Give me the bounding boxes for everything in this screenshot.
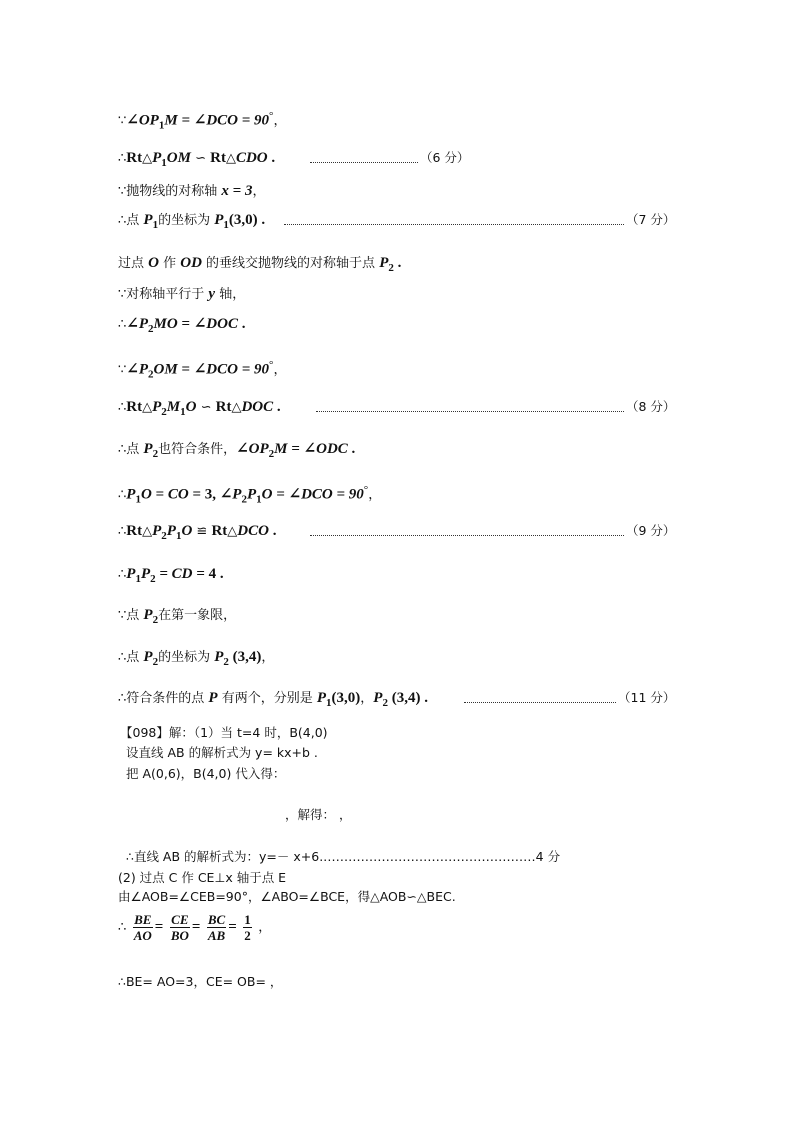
score-6: （6 分） <box>420 150 470 165</box>
math-segment: 1 <box>175 529 182 542</box>
math-segment: O = CO = <box>140 486 205 503</box>
math-segment: △ <box>142 524 153 539</box>
problem-098-header: 【098】解：（1）当 t=4 时，B(4,0) <box>120 725 328 740</box>
math-segment: O <box>148 255 159 271</box>
dot-leader <box>284 224 624 225</box>
line-axis-of-symmetry <box>118 182 265 201</box>
line-angle-p2om <box>118 356 286 383</box>
math-segment: 1 <box>256 493 262 506</box>
math-segment: . <box>420 690 428 706</box>
math-segment: P <box>152 523 162 539</box>
math-segment: ∵ <box>118 362 127 378</box>
math-segment: 轴， <box>215 287 246 302</box>
math-segment: P <box>143 212 153 228</box>
line-part2-construct: (2) 过点 C 作 CE⊥x 轴于点 E <box>118 870 287 885</box>
math-segment: ∴ <box>118 487 127 503</box>
score-8: （8 分） <box>626 399 676 414</box>
math-segment: Rt <box>126 150 143 166</box>
line-similar-triangles-2 <box>118 398 281 421</box>
math-segment: 1 <box>135 493 141 506</box>
score-11: （11 分） <box>618 690 676 705</box>
math-segment: ∠P <box>126 316 149 332</box>
math-segment: 1 <box>135 572 141 585</box>
math-segment: 2 <box>241 493 247 506</box>
math-segment: ≌ <box>192 524 212 539</box>
fraction-ce-bo: $\frac{CE}{BO}$ <box>170 911 189 943</box>
math-segment: 的坐标为 <box>158 213 215 228</box>
math-segment: ∴符合条件的点 <box>118 691 209 706</box>
math-segment: 2 <box>161 529 167 542</box>
math-segment: ∴点 <box>118 442 144 457</box>
math-segment: ， <box>252 184 266 199</box>
math-segment: O <box>181 523 193 539</box>
math-segment: 1 <box>326 696 332 709</box>
math-segment: 1 <box>152 218 159 231</box>
math-segment: ∵对称轴平行于 <box>118 287 209 302</box>
math-segment: 2 <box>150 572 156 585</box>
math-segment: OM = ∠DCO = 90 <box>153 361 270 378</box>
math-segment: P <box>152 399 162 415</box>
math-segment: P <box>140 566 151 582</box>
math-segment: ∴ <box>118 317 127 332</box>
math-segment: . <box>393 255 402 271</box>
line-congruent-triangles <box>118 522 276 545</box>
math-segment: △ <box>227 524 238 539</box>
math-segment: △ <box>225 151 236 166</box>
math-segment: P <box>152 150 162 166</box>
line-angle-equal-90 <box>118 107 286 134</box>
math-segment: P <box>126 486 136 503</box>
math-segment: P <box>166 523 176 539</box>
math-segment: P <box>208 690 218 706</box>
math-segment: 2 <box>161 405 167 418</box>
math-segment: Rt <box>215 399 232 415</box>
math-segment: 2 <box>382 696 388 709</box>
math-segment: ∠P <box>126 361 149 378</box>
score-7: （7 分） <box>626 212 676 227</box>
math-segment: 1 <box>180 405 186 418</box>
math-segment: 2 <box>152 613 159 626</box>
math-segment: P <box>373 690 383 706</box>
math-segment: Rt <box>211 523 228 539</box>
line-set-line-ab: 设直线 AB 的解析式为 y= kx+b . <box>126 745 318 760</box>
math-segment: 1 <box>158 119 165 132</box>
math-segment: . <box>257 212 266 228</box>
line-angle-p2mo <box>118 315 245 338</box>
line-ab-expression: ∴直线 AB 的解析式为：y=－ x+6.……………………………………………4 分 <box>126 849 561 864</box>
math-segment: . <box>267 150 276 166</box>
math-segment: CDO <box>235 150 268 166</box>
line-perpendicular <box>118 254 401 277</box>
math-segment: 2 <box>388 261 394 274</box>
math-segment: ° <box>269 110 274 122</box>
math-segment: ， <box>368 487 382 503</box>
math-segment: . <box>216 566 224 582</box>
math-segment: = CD = <box>155 566 209 582</box>
math-segment: 2 <box>268 447 275 460</box>
math-segment: ， <box>273 113 287 129</box>
math-segment: ∠OP <box>236 441 269 457</box>
line-be-ce-values: ∴BE= AO=3，CE= OB= ， <box>118 974 283 989</box>
line-similar-triangles-1 <box>118 149 275 172</box>
math-segment: x = 3 <box>221 183 253 199</box>
dot-leader <box>310 162 418 163</box>
line-first-quadrant <box>118 606 236 629</box>
score-9: （9 分） <box>626 523 676 538</box>
math-segment: 有两个，分别是 <box>217 691 317 706</box>
line-p1-coordinates <box>118 211 265 234</box>
math-segment: ° <box>363 484 369 496</box>
dot-leader <box>310 535 624 536</box>
fraction-be-ao: $\frac{BE}{AO}$ <box>133 911 152 943</box>
math-segment: . <box>268 523 277 539</box>
math-segment: . <box>237 316 246 332</box>
line-solve: ，解得： ， <box>285 807 352 822</box>
math-segment: (3,4) <box>228 649 262 665</box>
math-segment: ∴点 <box>118 213 144 228</box>
math-segment: M <box>166 399 181 415</box>
math-segment: ∠P <box>215 486 242 503</box>
math-segment: ， <box>360 691 374 706</box>
math-segment: 4 <box>208 566 217 582</box>
math-segment: P <box>214 212 224 228</box>
line-conclusion <box>118 689 428 712</box>
math-segment: 2 <box>152 655 159 668</box>
dot-leader <box>464 702 616 703</box>
line-p1o-co <box>118 481 381 508</box>
line-ratio-fractions: ∴ $\frac{BE}{AO}$ = $\frac{CE}{BO}$ = $\frac{BC}{AB}$ = $\frac{1}{2}$ ， <box>118 911 272 943</box>
math-segment: OM <box>166 150 191 166</box>
line-p2-coordinates <box>118 648 274 671</box>
math-segment: P <box>316 690 327 706</box>
math-segment: M = ∠DCO = 90 <box>164 112 270 129</box>
line-similar-aob-bec: 由∠AOB=∠CEB=90°，∠ABO=∠BCE，得△AOB∽△BEC. <box>118 889 456 904</box>
math-segment: y <box>208 286 216 302</box>
math-segment: △ <box>142 400 153 415</box>
math-segment: (3,0) <box>331 690 361 706</box>
math-segment: 过点 <box>118 256 149 271</box>
math-segment: 也符合条件， <box>158 442 237 457</box>
math-segment: O <box>185 399 197 415</box>
math-segment: △ <box>142 151 153 166</box>
math-segment: O = ∠DCO = 90 <box>261 486 364 503</box>
math-segment: ∴点 <box>118 650 144 665</box>
math-segment: . <box>347 441 356 457</box>
math-segment: MO = ∠DOC <box>153 316 238 332</box>
math-segment: 2 <box>152 447 159 460</box>
math-segment: ° <box>269 359 274 371</box>
math-segment: P <box>246 486 257 503</box>
math-segment: ∴ <box>118 524 127 539</box>
math-segment: 作 <box>158 256 181 271</box>
math-segment: 1 <box>223 218 229 231</box>
line-substitute: 把 A(0,6)，B(4,0) 代入得： <box>126 766 286 781</box>
math-segment: 的垂线交抛物线的对称轴于点 <box>201 256 380 271</box>
math-segment: P <box>214 649 224 665</box>
math-segment: Rt <box>210 150 226 166</box>
math-segment: 2 <box>148 368 154 381</box>
math-segment: (3,4) <box>387 690 421 706</box>
math-segment: P <box>143 441 153 457</box>
math-segment: ∵ <box>118 113 127 129</box>
math-segment: P <box>126 566 136 582</box>
math-segment: P <box>379 255 389 271</box>
math-segment: 3, <box>204 486 216 503</box>
math-segment: ， <box>261 650 275 665</box>
math-segment: ∠OP <box>126 112 159 129</box>
math-segment: ∴ <box>118 567 127 582</box>
dot-leader <box>316 411 624 412</box>
math-segment: 2 <box>223 655 229 668</box>
line-parallel-y-axis <box>118 285 245 304</box>
math-segment: ∽ <box>196 400 216 415</box>
math-segment: ∴ <box>118 151 127 166</box>
math-segment: 1 <box>161 156 167 169</box>
math-segment: ∴ <box>118 400 127 415</box>
math-segment: ， <box>273 362 287 378</box>
math-segment: M = ∠ODC <box>274 441 348 457</box>
math-segment: 在第一象限， <box>158 608 237 623</box>
math-segment: ∵抛物线的对称轴 <box>118 184 222 199</box>
fraction-one-half: $\frac{1}{2}$ <box>244 911 251 943</box>
math-segment: ∵点 <box>118 608 144 623</box>
math-segment: (3,0) <box>228 212 258 228</box>
math-segment: DOC <box>241 399 274 415</box>
math-segment: △ <box>231 400 242 415</box>
math-segment: 2 <box>148 322 154 335</box>
math-segment: Rt <box>126 399 143 415</box>
math-segment: DCO <box>237 523 269 539</box>
line-p1p2-cd <box>118 565 224 588</box>
math-segment: Rt <box>126 523 143 539</box>
math-segment: OD <box>180 255 202 271</box>
math-segment: P <box>143 607 153 623</box>
math-segment: 的坐标为 <box>158 650 215 665</box>
math-segment: . <box>273 399 281 415</box>
line-p2-satisfies <box>118 440 355 463</box>
fraction-bc-ab: $\frac{BC}{AB}$ <box>207 911 226 943</box>
math-segment: P <box>143 649 153 665</box>
math-segment: ∽ <box>190 151 211 166</box>
